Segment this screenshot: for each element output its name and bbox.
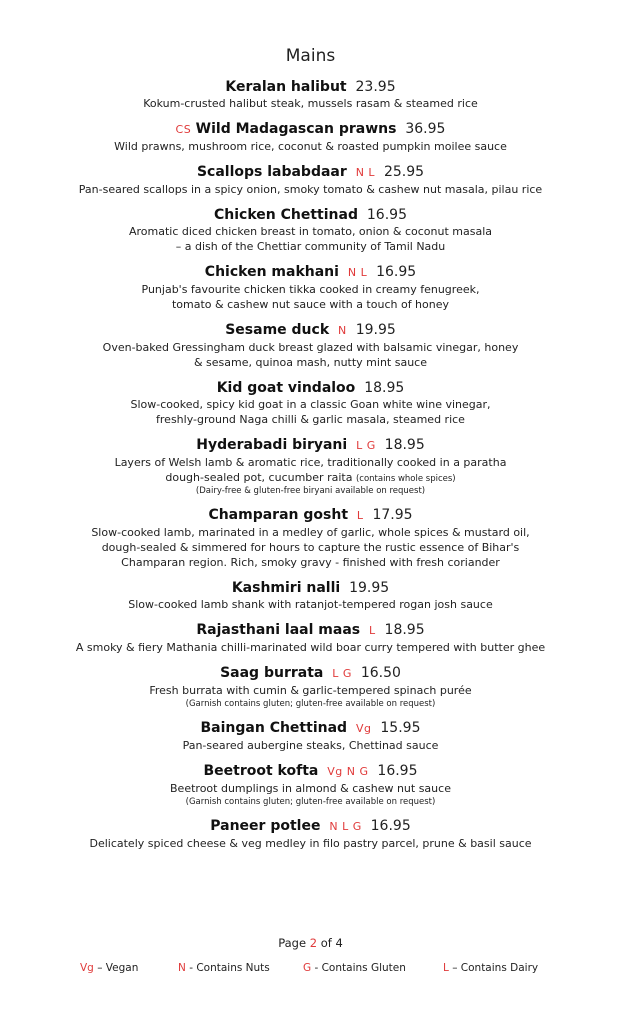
dish-name: Chicken makhani: [204, 264, 339, 280]
dish-name: Kashmiri nalli: [231, 580, 341, 596]
dish-description: Pan-seared aubergine steaks, Chettinad sauce: [182, 739, 439, 752]
legend-item-gluten: G - Contains Gluten: [303, 962, 406, 974]
dish-description: Punjab's favourite chicken tikka cooked in creamy fenugreek,: [141, 283, 480, 296]
dish-price: 16.95: [377, 763, 418, 779]
menu-item: [0, 664, 621, 710]
menu-item: [0, 621, 621, 655]
legend-item-vegan: Vg – Vegan: [80, 962, 139, 974]
dish-description: Oven-baked Gressingham duck breast glazed with balsamic vinegar, honey: [102, 341, 519, 354]
dish-description: freshly-ground Naga chilli & garlic masala, steamed rice: [156, 413, 465, 426]
dish-description: Slow-cooked, spicy kid goat in a classic Goan white wine vinegar,: [130, 398, 491, 411]
dish-name: Wild Madagascan prawns: [195, 121, 397, 137]
menu-item: [0, 120, 621, 154]
dietary-tags: Vg N G: [327, 765, 369, 778]
dish-price: 16.50: [360, 665, 401, 681]
page-suffix: of 4: [317, 936, 343, 950]
menu-item: [0, 817, 621, 851]
menu-item: [0, 762, 621, 808]
dish-description: Aromatic diced chicken breast in tomato, onion & coconut masala: [128, 225, 492, 238]
menu-item: [0, 436, 621, 497]
menu-item: [0, 206, 621, 254]
dish-name: Beetroot kofta: [203, 763, 319, 779]
dish-title-line: [0, 817, 621, 836]
dish-price: 36.95: [405, 121, 446, 137]
dish-title-line: [0, 321, 621, 340]
dish-description: Champaran region. Rich, smoky gravy - finished with fresh coriander: [121, 556, 500, 569]
dish-price: 18.95: [384, 622, 425, 638]
dish-name: Saag burrata: [220, 665, 324, 681]
dish-title-line: [0, 664, 621, 683]
dish-price: 15.95: [380, 720, 421, 736]
menu-item: [0, 379, 621, 427]
dish-description: Wild prawns, mushroom rice, coconut & roasted pumpkin moilee sauce: [114, 140, 507, 153]
dish-price: 18.95: [364, 380, 405, 396]
dish-description: tomato & cashew nut sauce with a touch of honey: [171, 298, 450, 311]
page-indicator: [0, 936, 621, 950]
dish-description: Beetroot dumplings in almond & cashew nut sauce: [170, 782, 451, 795]
dietary-tags: N L G: [329, 820, 362, 833]
dish-name: Rajasthani laal maas: [196, 622, 361, 638]
legend-item-dairy: L – Contains Dairy: [443, 962, 539, 974]
legend-item-nuts: N - Contains Nuts: [178, 962, 270, 974]
dish-title-line: [0, 579, 621, 597]
page-title: Mains: [285, 46, 336, 66]
dietary-tags: L: [356, 509, 364, 522]
dish-price: 19.95: [349, 580, 390, 596]
menu-item: [0, 263, 621, 312]
menu-item: [0, 163, 621, 197]
dish-description: dough-sealed & simmered for hours to capture the rustic essence of Bihar's: [101, 541, 520, 554]
dish-name: Kid goat vindaloo: [216, 380, 356, 396]
dish-description: & sesame, quinoa mash, nutty mint sauce: [193, 356, 427, 369]
dish-name: Paneer potlee: [210, 818, 321, 834]
dish-description: Layers of Welsh lamb & aromatic rice, traditionally cooked in a paratha: [114, 456, 507, 469]
dish-title-line: [0, 436, 621, 455]
page-current: 2: [309, 936, 318, 950]
dietary-tags: L G: [356, 439, 376, 452]
dish-title-line: [0, 506, 621, 525]
dish-price: 19.95: [355, 322, 396, 338]
dish-description: Kokum-crusted halibut steak, mussels rasam & steamed rice: [143, 97, 478, 110]
menu-item: [0, 719, 621, 753]
dish-price: 16.95: [366, 207, 407, 223]
page-prefix: Page: [278, 936, 310, 950]
dish-name: Baingan Chettinad: [200, 720, 348, 736]
dietary-tags: N L: [355, 166, 376, 179]
dish-description: Pan-seared scallops in a spicy onion, smoky tomato & cashew nut masala, pilau rice: [78, 183, 543, 196]
dish-name: Keralan halibut: [225, 79, 347, 95]
dish-title-line: [0, 621, 621, 640]
dish-price: 25.95: [383, 164, 425, 180]
dish-description: dough-sealed pot, cucumber raita (contains whole spices): [165, 471, 456, 484]
dietary-tags: Vg: [355, 722, 372, 735]
menu-items-list: [0, 78, 621, 851]
dish-title-line: [0, 379, 621, 397]
dish-title-line: [0, 762, 621, 781]
dish-price: 23.95: [355, 79, 396, 95]
menu-item: [0, 321, 621, 370]
menu-item: [0, 506, 621, 570]
dish-prefix-tag: CS: [175, 123, 192, 136]
dish-name: Hyderabadi biryani: [196, 437, 348, 453]
dish-description: A smoky & fiery Mathania chilli-marinated wild boar curry tempered with butter ghee: [75, 641, 546, 654]
dietary-tags: N L: [347, 266, 368, 279]
dish-name: Scallops lababdaar: [196, 164, 347, 180]
dish-title-line: [0, 263, 621, 282]
dish-title-line: [0, 163, 621, 182]
dish-price: 18.95: [384, 437, 425, 453]
dietary-tags: L G: [332, 667, 352, 680]
inline-note: (contains whole spices): [355, 474, 456, 484]
dish-note: (Garnish contains gluten; gluten-free available on request): [185, 797, 436, 807]
dish-description: – a dish of the Chettiar community of Tamil Nadu: [175, 240, 446, 253]
menu-item: [0, 579, 621, 612]
dish-name: Champaran gosht: [208, 507, 349, 523]
dietary-tags: L: [369, 624, 376, 637]
dish-title-line: [0, 206, 621, 224]
dish-name: Chicken Chettinad: [214, 207, 358, 223]
dish-title-line: [0, 719, 621, 738]
menu-item: [0, 78, 621, 111]
dish-price: 16.95: [370, 818, 411, 834]
dietary-tags: N: [338, 324, 347, 337]
dish-description: Fresh burrata with cumin & garlic-tempered spinach purée: [149, 684, 472, 697]
dish-description: Delicately spiced cheese & veg medley in filo pastry parcel, prune & basil sauce: [89, 837, 532, 850]
dish-price: 17.95: [372, 507, 413, 523]
dish-price: 16.95: [376, 264, 417, 280]
dish-name: Sesame duck: [225, 322, 330, 338]
dish-note: (Garnish contains gluten; gluten-free available on request): [185, 699, 436, 709]
dish-description: Slow-cooked lamb shank with ratanjot-tempered rogan josh sauce: [128, 598, 493, 611]
dish-description: Slow-cooked lamb, marinated in a medley of garlic, whole spices & mustard oil,: [91, 526, 530, 539]
dish-note: (Dairy-free & gluten-free biryani available on request): [195, 486, 426, 496]
dish-title-line: [0, 120, 621, 139]
dish-title-line: [0, 78, 621, 96]
